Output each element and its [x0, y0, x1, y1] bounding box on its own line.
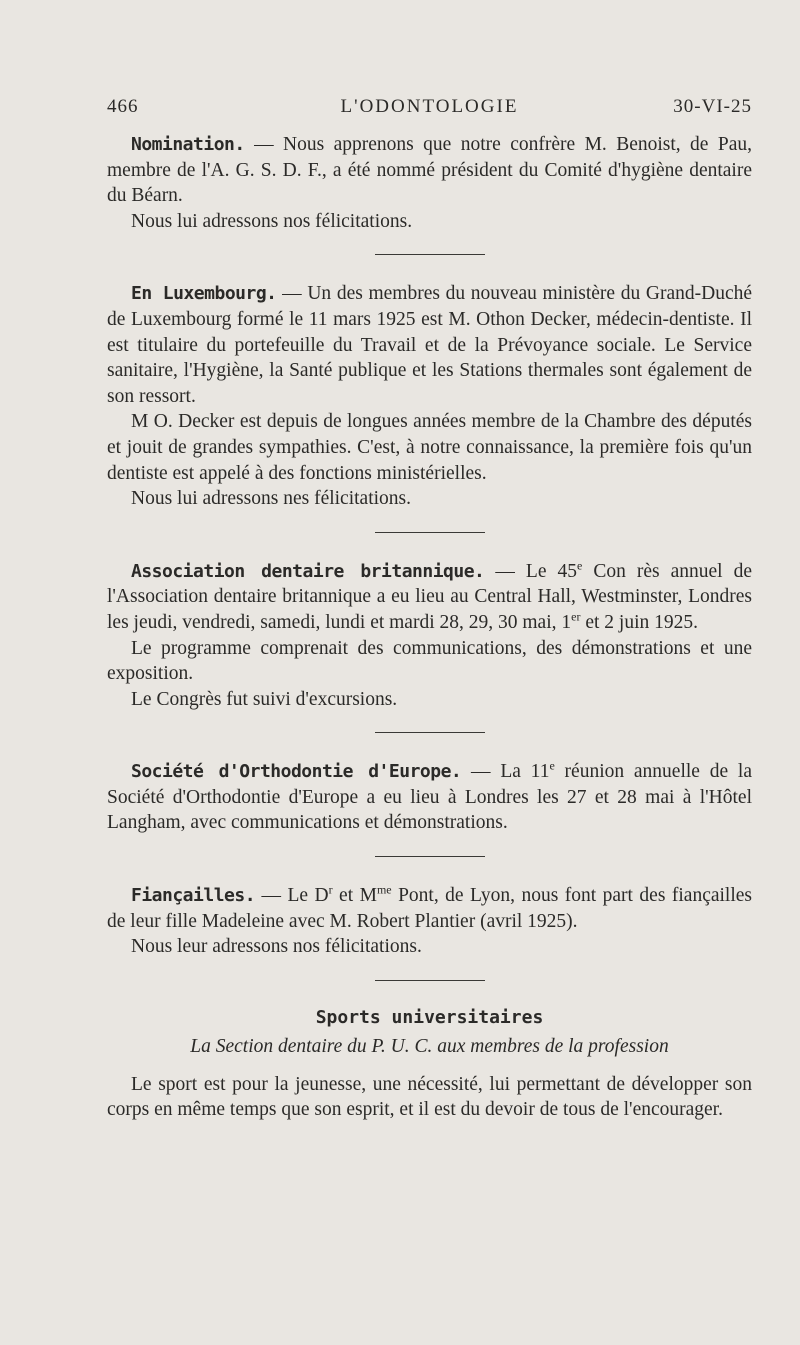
section-divider — [375, 980, 485, 981]
sports-paragraph: Le sport est pour la jeunesse, une nécessité, lui permettant de développer son corps en même temps que son esprit, et il est du devoir de tous de l'encourager. — [107, 1073, 752, 1121]
association-heading: Association dentaire britannique. — [131, 560, 485, 582]
section-divider — [375, 254, 485, 255]
luxembourg-heading: En Luxembourg. — [131, 283, 277, 305]
fiancailles-paragraph — [107, 883, 752, 934]
luxembourg-congrats: Nous lui adressons nes félicitations. — [131, 488, 411, 510]
association-text-b: Con rès annuel de l'Association dentaire britannique a eu lieu au Central Hall, Westminster, Londres les jeudi, vendredi, samedi, lundi et mardi 28, 29, 30 mai, 1 — [107, 560, 752, 633]
fiancailles-sup: r — [328, 882, 333, 897]
luxembourg-text: — Un des membres du nouveau ministère du Grand-Duché de Luxembourg formé le 11 mars 1925 est M. Othon Decker, médecin-dentiste. Il est titulaire du portefeuille du Travail et de la Prévoyance sociale. Le Service sanitaire, l'Hygiène, la Santé publique et les Stations thermales sont également de son ressort. — [107, 283, 753, 407]
fiancailles-text-b: et M — [332, 885, 377, 907]
luxembourg-paragraph — [107, 281, 752, 409]
fiancailles-text-a: — Le D — [255, 885, 329, 907]
sports-title: Sports universitaires — [315, 1006, 544, 1028]
nomination-text: — Nous apprenons que notre confrère M. Benoist, de Pau, membre de l'A. G. S. D. F., a été nommé président du Comité d'hygiène dentaire du Béarn. — [107, 134, 752, 207]
association-paragraph-3: Le Congrès fut suivi d'excursions. — [131, 688, 398, 710]
issue-date: 30-VI-25 — [673, 96, 752, 117]
association-paragraph — [107, 559, 752, 636]
orthodontie-paragraph — [107, 759, 752, 836]
association-sup-2: er — [571, 609, 581, 624]
fiancailles-heading: Fiançailles. — [131, 885, 256, 907]
section-divider — [375, 532, 485, 533]
association-text-c: et 2 juin 1925. — [580, 611, 698, 633]
journal-title: L'ODONTOLOGIE — [340, 96, 519, 117]
orthodontie-text-b: réunion annuelle de la Société d'Orthodontie d'Europe a eu lieu à Londres les 27 et 28 mai à l'Hôtel Langham, avec communications et démonstrations. — [107, 761, 752, 834]
fiancailles-sup-2: me — [376, 882, 392, 897]
sports-subtitle: La Section dentaire du P. U. C. aux membres de la profession — [190, 1035, 669, 1057]
association-text-a: — Le 45 — [484, 560, 577, 582]
running-head — [107, 96, 752, 132]
association-sup: e — [576, 558, 583, 573]
nomination-heading: Nomination. — [131, 134, 245, 155]
nomination-paragraph — [107, 132, 752, 209]
fiancailles-text-c: Pont, de Lyon, nous font part des fiançailles de leur fille Madeleine avec M. Robert Plantier (avril 1925). — [107, 885, 752, 932]
section-divider — [375, 856, 485, 857]
page-number: 466 — [107, 96, 139, 117]
orthodontie-heading: Société d'Orthodontie d'Europe. — [131, 761, 462, 783]
nomination-congrats: Nous lui adressons nos félicitations. — [131, 210, 413, 232]
orthodontie-text-a: — La 11 — [461, 761, 550, 783]
fiancailles-congrats: Nous leur adressons nos félicitations. — [131, 936, 422, 958]
association-paragraph-2: Le programme comprenait des communications, des démonstrations et une exposition. — [107, 637, 752, 685]
orthodontie-sup: e — [549, 758, 555, 773]
section-divider — [375, 732, 485, 733]
luxembourg-paragraph-2: M O. Decker est depuis de longues années membre de la Chambre des députés et jouit de grandes sympathies. C'est, à notre connaissance, la première fois qu'un dentiste est appelé à des fonctions ministérielles. — [107, 411, 752, 484]
